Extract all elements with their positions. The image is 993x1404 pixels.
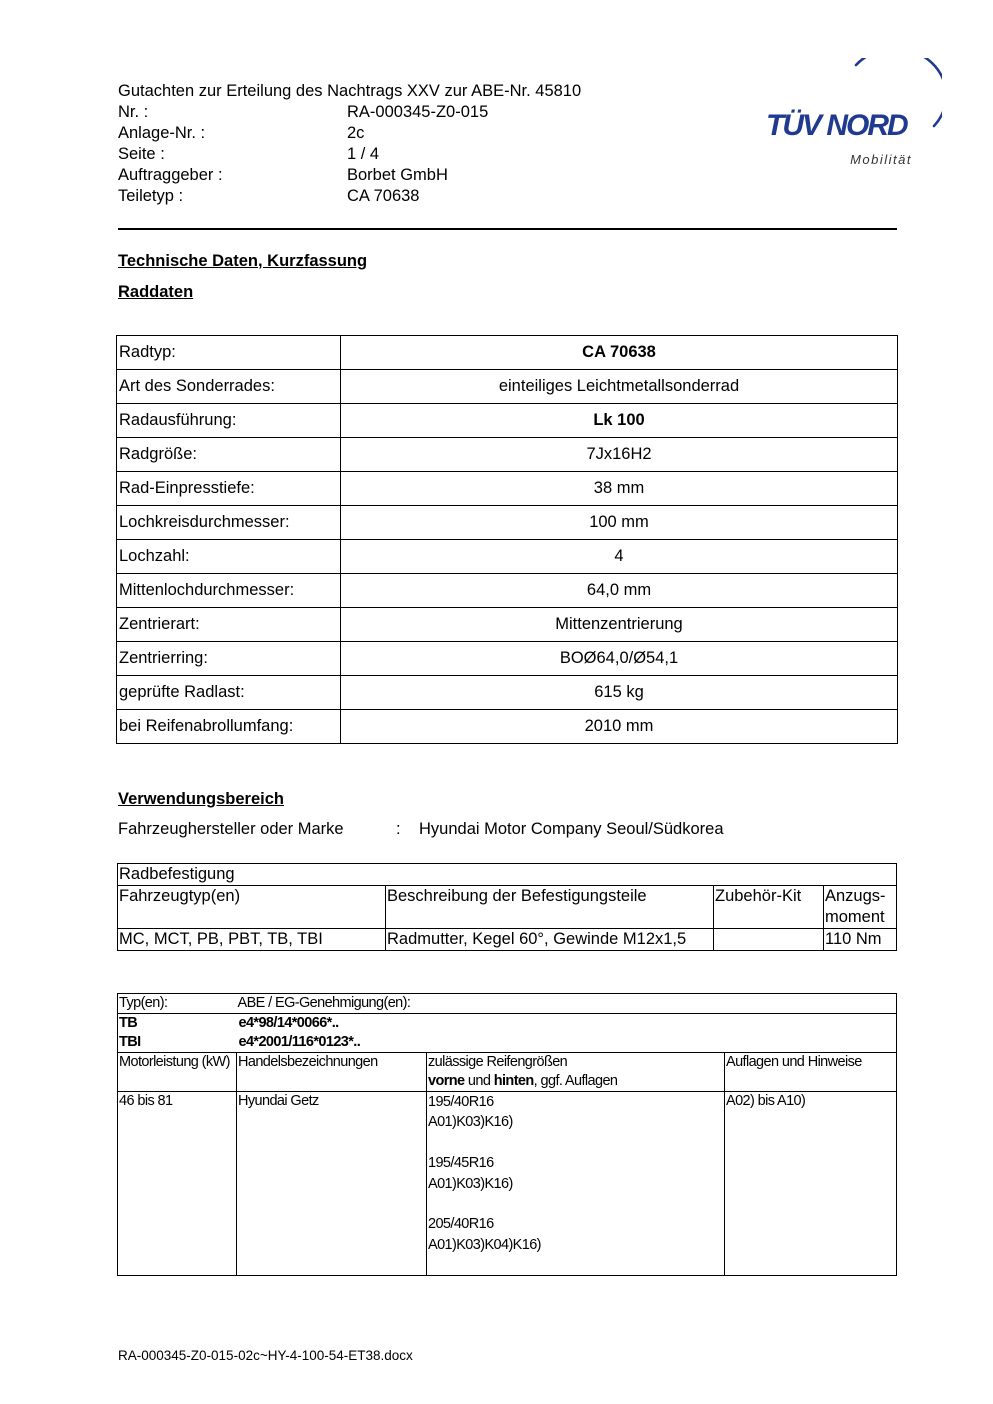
table-row: Radausführung: Lk 100 [117,404,898,438]
table-row: Radgröße: 7Jx16H2 [117,438,898,472]
table-row: Zentrierart: Mittenzentrierung [117,608,898,642]
typ-approval-table [117,993,897,1276]
raddaten-table [116,335,898,744]
manufacturer-value: Hyundai Motor Company Seoul/Südkorea [419,820,724,838]
radbefestigung-table [117,863,897,951]
tyre-sizes: 195/40R16 A01)K03)K16) 195/45R16 A01)K03)K16) 205/40R16 A01)K03)K04)K16) [427,1092,725,1276]
manufacturer-line [118,820,724,839]
table-header-row: Fahrzeugtyp(en) Beschreibung der Befestigungsteile Zubehör-Kit Anzugs-moment [118,886,897,929]
report-title: Gutachten zur Erteilung des Nachtrags XXV zur ABE-Nr. 45810 [118,82,582,100]
table-row: Rad-Einpresstiefe: 38 mm [117,472,898,506]
table-header-row: Typ(en): ABE / EG-Genehmigung(en): [118,994,897,1014]
table-header-row: Motorleistung (kW) Handelsbezeichnungen zulässige Reifengrößen vorne und hinten, ggf. Auflagen Auflagen und Hinweise [118,1053,897,1092]
table-row: Zentrierring: BOØ64,0/Ø54,1 [117,642,898,676]
table-row: Art des Sonderrades: einteiliges Leichtmetallsonderrad [117,370,898,404]
manufacturer-sep: : [396,820,401,838]
document-header [118,81,581,207]
table-row: bei Reifenabrollumfang: 2010 mm [117,710,898,744]
header-row: Teiletyp : CA 70638 [118,187,420,205]
table-row: 46 bis 81 Hyundai Getz 195/40R16 A01)K03)K16) 195/45R16 A01)K03)K16) 205/40R16 A01)K03)K04)K16) A02) bis A10) [118,1092,897,1276]
table-row: Mittenlochdurchmesser: 64,0 mm [117,574,898,608]
table-row: Lochkreisdurchmesser: 100 mm [117,506,898,540]
header-row: Nr. : RA-000345-Z0-015 [118,103,489,121]
header-divider [118,228,897,230]
header-row: Auftraggeber : Borbet GmbH [118,166,448,184]
table-row: MC, MCT, PB, PBT, TB, TBI Radmutter, Kegel 60°, Gewinde M12x1,5 110 Nm [118,929,897,951]
header-row: Seite : 1 / 4 [118,145,380,163]
header-row: Anlage-Nr. : 2c [118,124,365,142]
footer-filename: RA-000345-Z0-015-02c~HY-4-100-54-ET38.docx [118,1348,413,1363]
tuev-nord-logo [764,58,942,170]
logo-sub: Mobilität [850,152,912,167]
verwendung-title: Verwendungsbereich [118,790,284,808]
table-row: Lochzahl: 4 [117,540,898,574]
table-row [118,864,897,886]
manufacturer-label: Fahrzeughersteller oder Marke [118,820,344,838]
table-row: Radtyp: CA 70638 [117,336,898,370]
table-row: TB TBI e4*98/14*0066*.. e4*2001/116*0123*.. [118,1014,897,1053]
section-title: Technische Daten, Kurzfassung [118,252,368,270]
logo-brand: TÜV NORD [766,109,907,142]
raddaten-title: Raddaten [118,283,194,301]
table-row: geprüfte Radlast: 615 kg [117,676,898,710]
befestigung-title: Radbefestigung [118,864,897,886]
